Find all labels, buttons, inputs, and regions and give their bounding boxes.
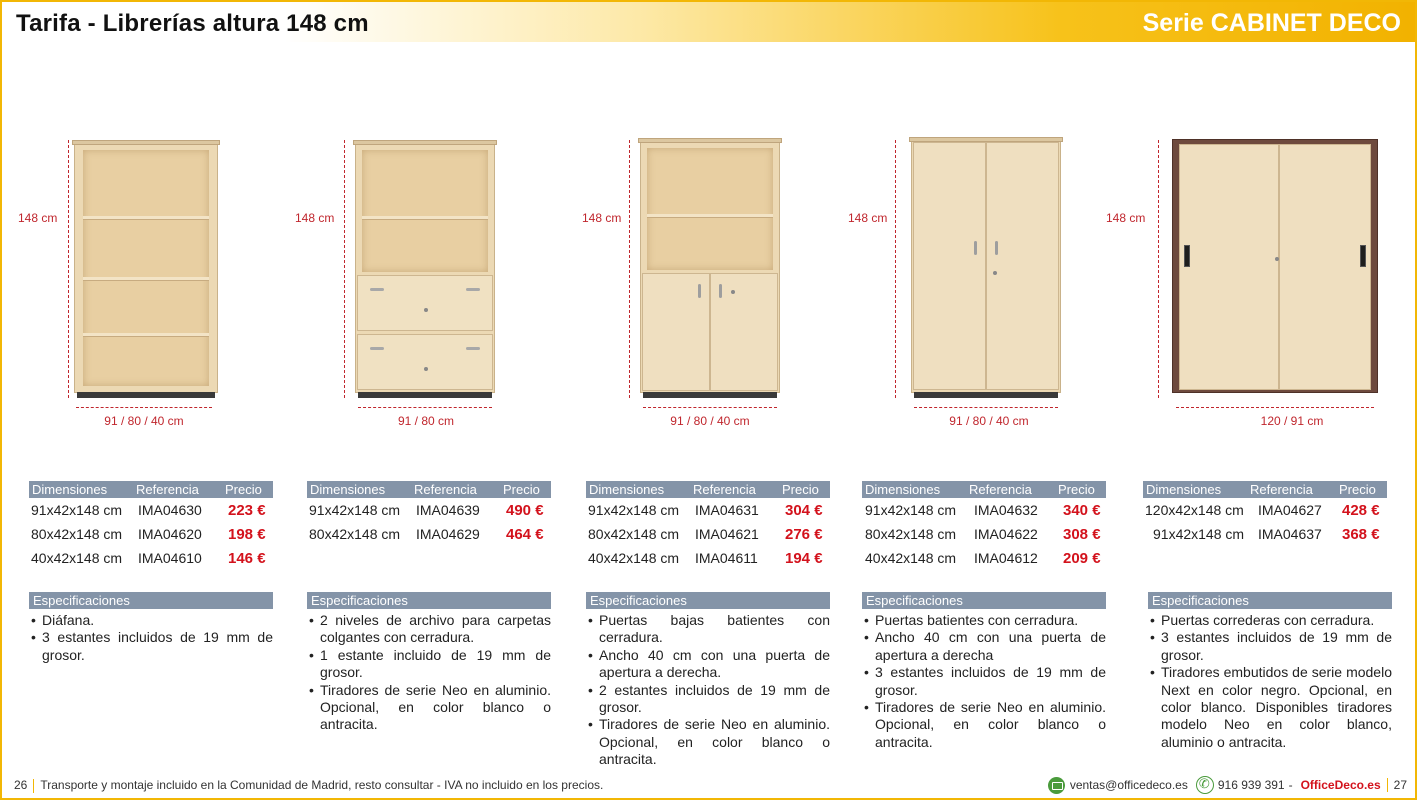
price-cell: 209 € <box>1063 550 1101 567</box>
spec-item: • 3 estantes incluidos de 19 mm de grosor. <box>1148 629 1392 664</box>
specs-list <box>586 612 830 769</box>
spec-item: • 2 estantes incluidos de 19 mm de grosor. <box>586 682 830 717</box>
table-header <box>1143 481 1387 498</box>
spec-item: • Tiradores embutidos de serie modelo Next en color negro. Opcional, en color blanco. Disponibles tiradores modelo Neo en color blanco, aluminio o antracita. <box>1148 664 1392 751</box>
reference-cell: IMA04612 <box>974 550 1038 566</box>
column-header: Precio <box>1339 482 1376 497</box>
reference-cell: IMA04637 <box>1258 526 1322 542</box>
specs-block-2 <box>307 592 551 734</box>
spec-item: • Tiradores de serie Neo en aluminio. Opcional, en color blanco o antracita. <box>586 716 830 768</box>
column-header: Precio <box>1058 482 1095 497</box>
table-row <box>29 498 273 522</box>
width-dimension-line <box>76 407 212 408</box>
table-row <box>307 522 551 546</box>
specs-list <box>29 612 273 664</box>
specs-block-4 <box>862 592 1106 751</box>
price-cell: 194 € <box>785 550 823 567</box>
column-header: Precio <box>782 482 819 497</box>
specs-list <box>1148 612 1392 751</box>
price-table-2 <box>307 481 551 546</box>
price-table-5 <box>1143 481 1387 546</box>
specs-heading: Especificaciones <box>307 592 551 609</box>
spec-item: • 3 estantes incluidos de 19 mm de grosor. <box>862 664 1106 699</box>
spec-item: • Tiradores de serie Neo en aluminio. Opcional, en color blanco o antracita. <box>862 699 1106 751</box>
price-table-4 <box>862 481 1106 570</box>
width-dimension-line <box>643 407 777 408</box>
specs-block-5 <box>1148 592 1392 751</box>
spec-item: • 1 estante incluido de 19 mm de grosor. <box>307 647 551 682</box>
width-label: 120 / 91 cm <box>1260 414 1324 428</box>
dimensions-cell: 40x42x148 cm <box>865 550 957 566</box>
spec-item: • Tiradores de serie Neo en aluminio. Opcional, en color blanco o antracita. <box>307 682 551 734</box>
spec-item: • Ancho 40 cm con una puerta de apertura a derecha <box>862 629 1106 664</box>
width-label: 91 / 80 / 40 cm <box>670 414 750 428</box>
price-cell: 490 € <box>506 502 544 519</box>
height-dimension-line <box>629 140 630 398</box>
header-bar <box>2 2 1415 42</box>
drawer-bookcase-image <box>355 143 495 393</box>
height-dimension-line <box>895 140 896 398</box>
price-cell: 428 € <box>1342 502 1380 519</box>
table-header <box>862 481 1106 498</box>
height-label: 148 cm <box>295 211 335 225</box>
spec-item: • 3 estantes incluidos de 19 mm de grosor. <box>29 629 273 664</box>
table-row <box>307 498 551 522</box>
dimensions-cell: 91x42x148 cm <box>865 502 957 518</box>
reference-cell: IMA04610 <box>138 550 202 566</box>
specs-heading: Especificaciones <box>29 592 273 609</box>
table-row <box>586 498 830 522</box>
dimensions-cell: 91x42x148 cm <box>1153 526 1245 542</box>
brand-link[interactable]: OfficeDeco.es <box>1300 778 1381 792</box>
column-header: Precio <box>503 482 540 497</box>
dimensions-cell: 80x42x148 cm <box>865 526 957 542</box>
sliding-doors-cabinet-image <box>1172 139 1378 393</box>
column-header: Dimensiones <box>1146 482 1222 497</box>
reference-cell: IMA04630 <box>138 502 202 518</box>
reference-cell: IMA04620 <box>138 526 202 542</box>
table-row <box>586 546 830 570</box>
price-cell: 340 € <box>1063 502 1101 519</box>
height-label: 148 cm <box>1106 211 1146 225</box>
reference-cell: IMA04639 <box>416 502 480 518</box>
spec-item: • Puertas bajas batientes con cerradura. <box>586 612 830 647</box>
column-header: Referencia <box>1250 482 1313 497</box>
shipping-note: Transporte y montaje incluido en la Comunidad de Madrid, resto consultar - IVA no incluido en los precios. <box>40 778 604 792</box>
price-cell: 276 € <box>785 526 823 543</box>
open-bookcase-image <box>74 143 218 393</box>
page-number-left: 26 <box>14 778 28 792</box>
page-title: Tarifa - Librerías altura 148 cm <box>16 10 369 37</box>
reference-cell: IMA04632 <box>974 502 1038 518</box>
price-table-3 <box>586 481 830 570</box>
phone-number[interactable]: 916 939 391 <box>1217 778 1285 792</box>
height-dimension-line <box>68 140 69 398</box>
dimensions-cell: 80x42x148 cm <box>309 526 401 542</box>
series-title: Serie CABINET DECO <box>1142 9 1401 37</box>
column-header: Precio <box>225 482 262 497</box>
footer-contact <box>1048 776 1407 794</box>
specs-heading: Especificaciones <box>862 592 1106 609</box>
spec-item: • Puertas batientes con cerradura. <box>862 612 1106 629</box>
dimensions-cell: 91x42x148 cm <box>588 502 680 518</box>
table-row <box>1143 522 1387 546</box>
dimensions-cell: 91x42x148 cm <box>31 502 123 518</box>
separator-dash: - <box>1288 778 1293 792</box>
price-cell: 223 € <box>228 502 266 519</box>
specs-heading: Especificaciones <box>1148 592 1392 609</box>
table-row <box>862 546 1106 570</box>
price-table-1 <box>29 481 273 570</box>
width-label: 91 / 80 cm <box>397 414 455 428</box>
spec-item: • Puertas correderas con cerradura. <box>1148 612 1392 629</box>
price-cell: 198 € <box>228 526 266 543</box>
column-header: Dimensiones <box>865 482 941 497</box>
table-row <box>29 522 273 546</box>
table-header <box>586 481 830 498</box>
table-row <box>1143 498 1387 522</box>
reference-cell: IMA04627 <box>1258 502 1322 518</box>
phone-icon <box>1196 776 1214 794</box>
column-header: Referencia <box>969 482 1032 497</box>
width-dimension-line <box>1176 407 1374 408</box>
dimensions-cell: 40x42x148 cm <box>31 550 123 566</box>
table-row <box>29 546 273 570</box>
price-cell: 304 € <box>785 502 823 519</box>
price-cell: 146 € <box>228 550 266 567</box>
table-header <box>307 481 551 498</box>
specs-block-3 <box>586 592 830 769</box>
dimensions-cell: 80x42x148 cm <box>31 526 123 542</box>
table-header <box>29 481 273 498</box>
specs-block-1 <box>29 592 273 664</box>
dimensions-cell: 120x42x148 cm <box>1145 502 1244 518</box>
width-dimension-line <box>914 407 1058 408</box>
width-dimension-line <box>358 407 492 408</box>
reference-cell: IMA04611 <box>695 550 758 566</box>
full-doors-cabinet-image <box>911 140 1061 393</box>
column-header: Dimensiones <box>589 482 665 497</box>
reference-cell: IMA04622 <box>974 526 1038 542</box>
price-cell: 308 € <box>1063 526 1101 543</box>
column-header: Referencia <box>136 482 199 497</box>
page-number-right: 27 <box>1393 778 1407 792</box>
width-label: 91 / 80 / 40 cm <box>949 414 1029 428</box>
reference-cell: IMA04631 <box>695 502 759 518</box>
height-label: 148 cm <box>582 211 622 225</box>
height-label: 148 cm <box>18 211 58 225</box>
height-label: 148 cm <box>848 211 888 225</box>
dimensions-cell: 80x42x148 cm <box>588 526 680 542</box>
table-row <box>862 498 1106 522</box>
reference-cell: IMA04629 <box>416 526 480 542</box>
spec-item: • 2 niveles de archivo para carpetas colgantes con cerradura. <box>307 612 551 647</box>
email-link[interactable]: ventas@officedeco.es <box>1069 778 1188 792</box>
table-row <box>586 522 830 546</box>
email-icon <box>1048 777 1065 794</box>
column-header: Referencia <box>414 482 477 497</box>
table-row <box>862 522 1106 546</box>
low-doors-bookcase-image <box>640 141 780 393</box>
price-cell: 464 € <box>506 526 544 543</box>
column-header: Referencia <box>693 482 756 497</box>
height-dimension-line <box>344 140 345 398</box>
specs-list <box>307 612 551 734</box>
column-header: Dimensiones <box>32 482 108 497</box>
price-cell: 368 € <box>1342 526 1380 543</box>
footer-note <box>14 778 603 793</box>
specs-heading: Especificaciones <box>586 592 830 609</box>
width-label: 91 / 80 / 40 cm <box>104 414 184 428</box>
dimensions-cell: 40x42x148 cm <box>588 550 680 566</box>
spec-item: • Diáfana. <box>29 612 273 629</box>
height-dimension-line <box>1158 140 1159 398</box>
column-header: Dimensiones <box>310 482 386 497</box>
specs-list <box>862 612 1106 751</box>
dimensions-cell: 91x42x148 cm <box>309 502 401 518</box>
spec-item: • Ancho 40 cm con una puerta de apertura a derecha. <box>586 647 830 682</box>
reference-cell: IMA04621 <box>695 526 759 542</box>
